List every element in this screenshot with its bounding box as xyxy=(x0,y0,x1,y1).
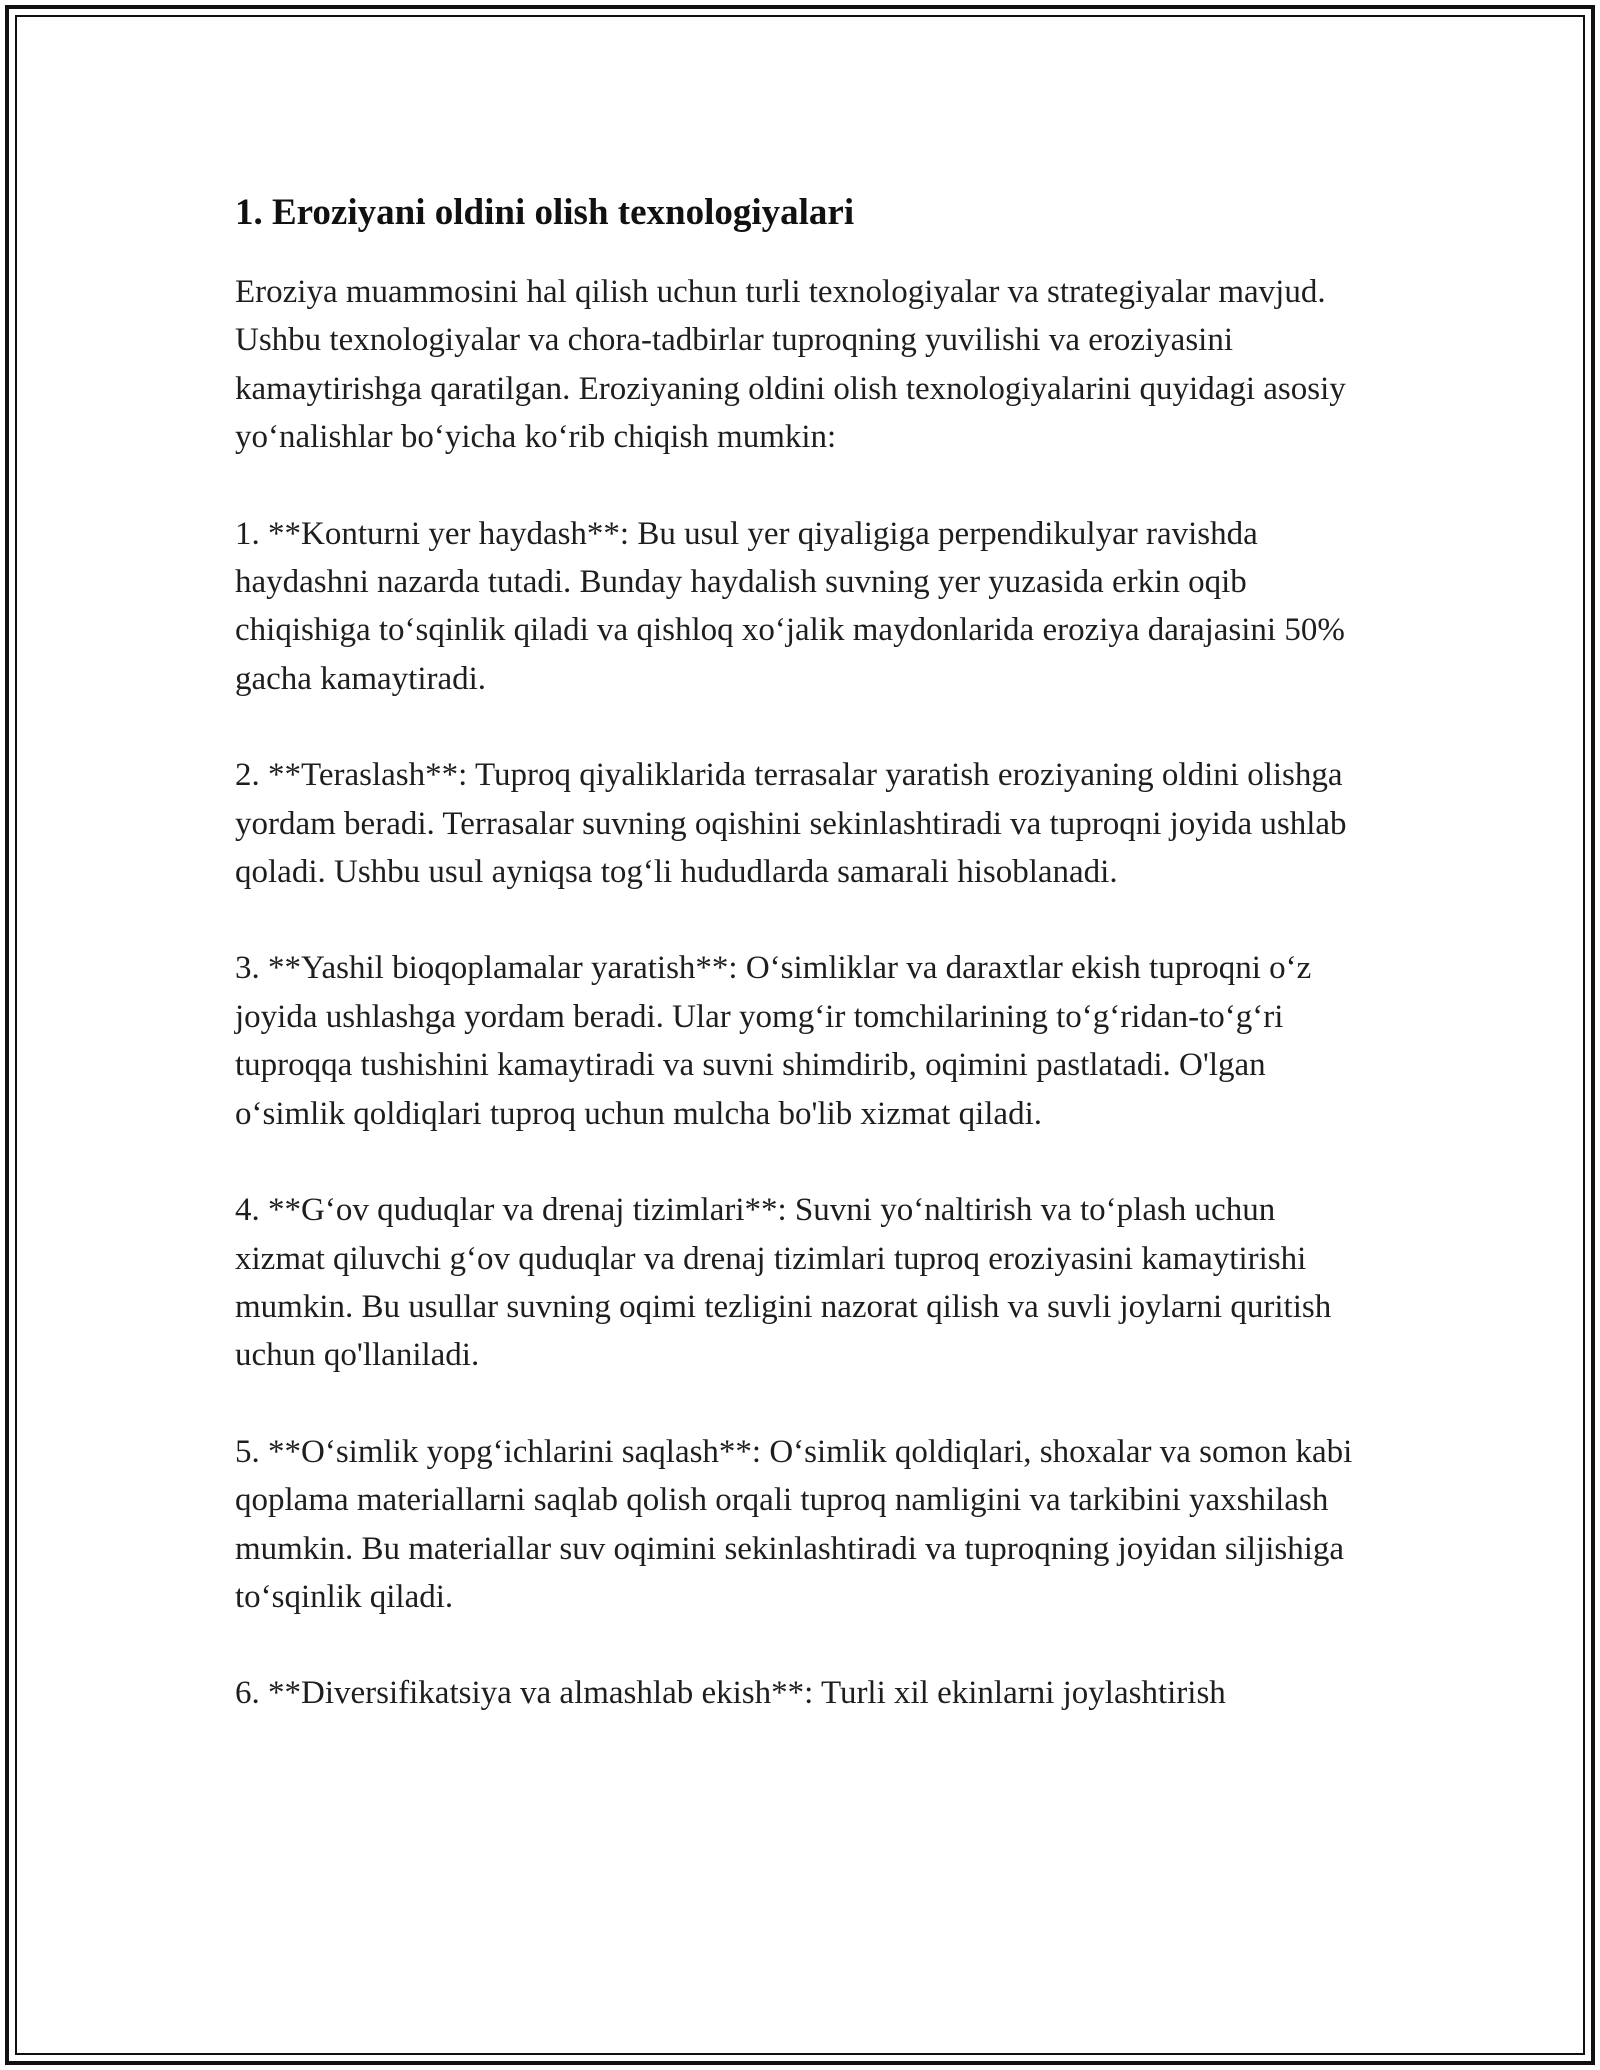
document-body xyxy=(235,188,1365,1766)
list-item-green-cover: 3. **Yashil bioqoplamalar yaratish**: Oʻsimliklar va daraxtlar ekish tuproqni oʻz joyida ushlashga yordam beradi. Ular yomgʻir tomchilarining toʻgʻridan-toʻgʻri tuproqqa tushishini kamaytiradi va suvni shimdirib, oqimini pastlatadi. O'lgan oʻsimlik qoldiqlari tuproq uchun mulcha bo'lib xizmat qiladi. xyxy=(235,950,1312,1132)
list-item-diversification: 6. **Diversifikatsiya va almashlab ekish**: Turli xil ekinlarni joylashtirish xyxy=(235,1675,1226,1712)
intro-paragraph: Eroziya muammosini hal qilish uchun turli texnologiyalar va strategiyalar mavjud. Ushbu texnologiyalar va chora-tadbirlar tuproqning yuvilishi va eroziyasini kamaytirishga qaratilgan. Eroziyaning oldini olish texnologiyalarini quyidagi asosiy yoʻnalishlar boʻyicha koʻrib chiqish mumkin: xyxy=(235,274,1346,456)
list-item-wells-drainage: 4. **Gʻov quduqlar va drenaj tizimlari**: Suvni yoʻnaltirish va toʻplash uchun xizmat qiluvchi gʻov quduqlar va drenaj tizimlari tuproq eroziyasini kamaytirishi mumkin. Bu usullar suvning oqimi tezligini nazorat qilish va suvli joylarni quritish uchun qo'llaniladi. xyxy=(235,1192,1332,1374)
list-item-plant-cover: 5. **Oʻsimlik yopgʻichlarini saqlash**: Oʻsimlik qoldiqlari, shoxalar va somon kabi qoplama materiallarni saqlab qolish orqali tuproq namligini va tarkibini yaxshilash mumkin. Bu materiallar suv oqimini sekinlashtiradi va tuproqning joyidan siljishiga toʻsqinlik qiladi. xyxy=(235,1433,1353,1615)
section-heading: 1. Eroziyani oldini olish texnologiyalari xyxy=(235,192,855,233)
list-item-contour-plowing: 1. **Konturni yer haydash**: Bu usul yer qiyaligiga perpendikulyar ravishda haydashni nazarda tutadi. Bunday haydalish suvning yer yuzasida erkin oqib chiqishiga toʻsqinlik qiladi va qishloq xoʻjalik maydonlarida eroziya darajasini 50% gacha kamaytiradi. xyxy=(235,515,1345,697)
list-item-terracing: 2. **Teraslash**: Tuproq qiyaliklarida terrasalar yaratish eroziyaning oldini olishga yordam beradi. Terrasalar suvning oqishini sekinlashtiradi va tuproqni joyida ushlab qoladi. Ushbu usul ayniqsa togʻli hududlarda samarali hisoblanadi. xyxy=(235,757,1347,891)
